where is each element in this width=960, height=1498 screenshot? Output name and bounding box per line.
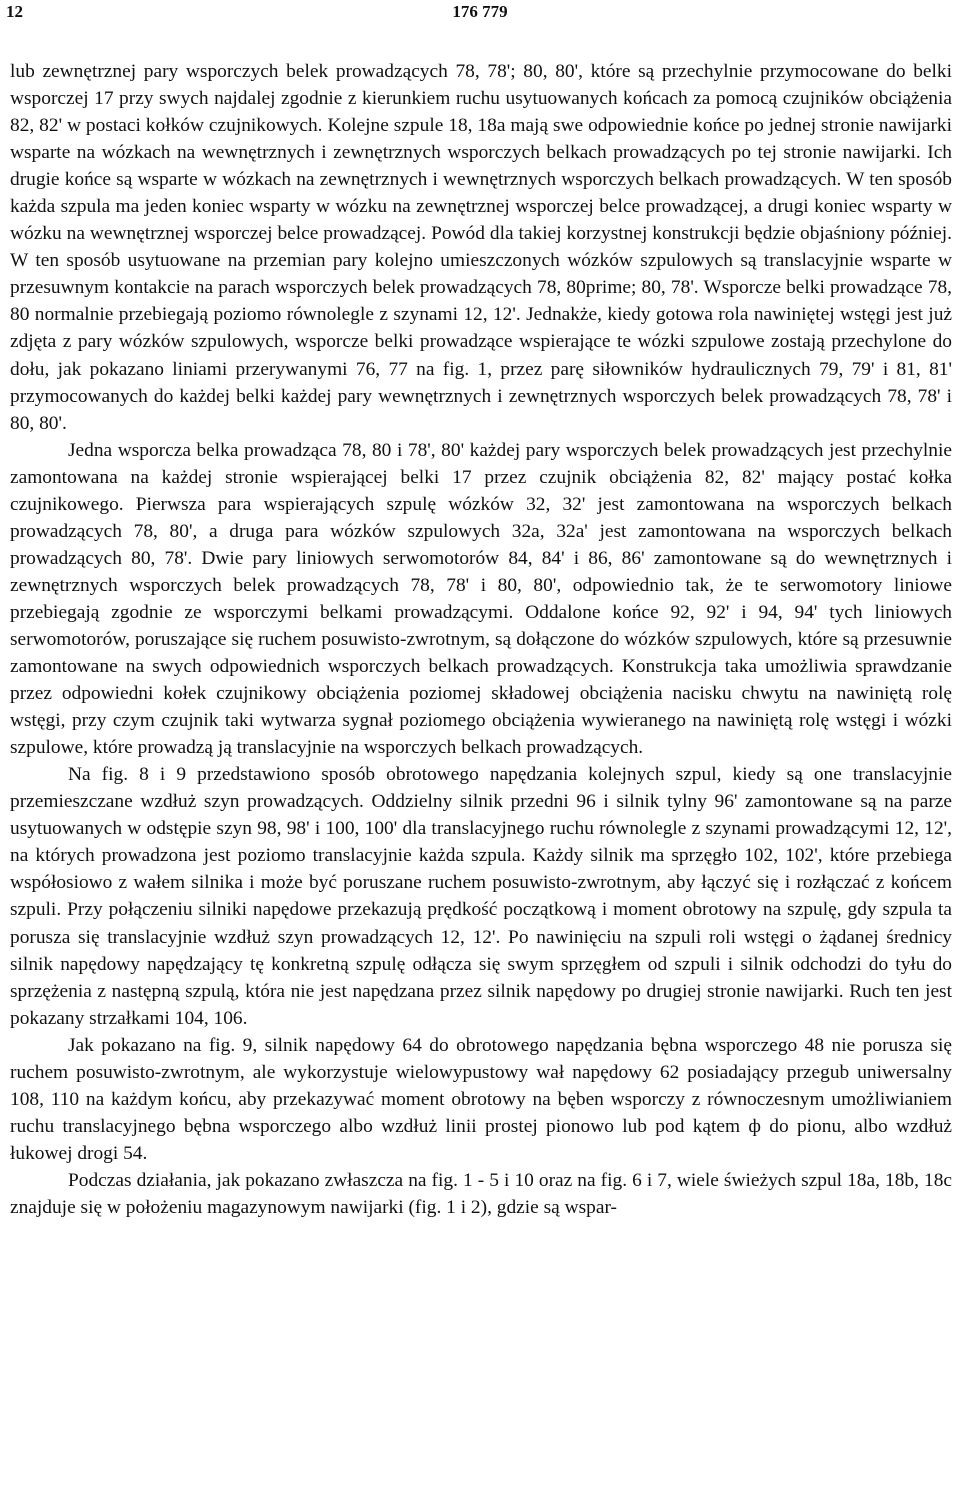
- paragraph: Na fig. 8 i 9 przedstawiono sposób obrotowego napędzania kolejnych szpul, kiedy są one translacyjnie przemieszczane wzdłuż szyn prowadzących. Oddzielny silnik przedni 96 i silnik tylny 96' zamontowane są na parze usytuowanych w odstępie szyn 98, 98' i 100, 100' dla translacyjnego ruchu równolegle z szynami prowadzącymi 12, 12', na których prowadzona jest poziomo translacyjnie każda szpula. Każdy silnik ma sprzęgło 102, 102', które przebiega współosiowo z wałem silnika i może być poruszane ruchem posuwisto-zwrotnym, aby łączyć się i rozłączać z końcem szpuli. Przy połączeniu silniki napędowe przekazują prędkość początkową i moment obrotowy na szpulę, gdy szpula ta porusza się translacyjnie wzdłuż szyn prowadzących 12, 12'. Po nawinięciu na szpuli roli wstęgi o żądanej średnicy silnik napędowy napędzający tę konkretną szpulę odłącza się swym sprzęgłem od szpuli i silnik odchodzi do tyłu do sprzężenia z następną szpulą, która nie jest napędzana przez silnik napędowy po drugiej stronie nawijarki. Ruch ten jest pokazany strzałkami 104, 106.: [10, 764, 952, 1029]
- paragraph: Jak pokazano na fig. 9, silnik napędowy 64 do obrotowego napędzania bębna wsporczego 48 nie porusza się ruchem posuwisto-zwrotnym, ale wykorzystuje wielowypustowy wał napędowy 62 posiadający przegub uniwersalny 108, 110 na każdym końcu, aby przekazywać moment obrotowy na bęben wsporczy z równoczesnym umożliwianiem ruchu translacyjnego bębna wsporczego albo wzdłuż linii prostej pionowo lub pod kątem ф do pionu, albo wzdłuż łukowej drogi 54.: [10, 1034, 952, 1164]
- page-number: 12: [6, 2, 23, 21]
- body-text: [10, 58, 952, 1221]
- paragraph: Jedna wsporcza belka prowadząca 78, 80 i 78', 80' każdej pary wsporczych belek prowadzących jest przechylnie zamontowana na każdej stronie wspierającej belki 17 przez czujnik obciążenia 82, 82' mający postać kołka czujnikowego. Pierwsza para wspierających szpulę wózków 32, 32' jest zamontowana na wsporczych belkach prowadzących 78, 80', a druga para wózków szpulowych 32a, 32a' jest zamontowana na wsporczych belkach prowadzących 80, 78'. Dwie pary liniowych serwomotorów 84, 84' i 86, 86' zamontowane są do wewnętrznych i zewnętrznych wsporczych belek prowadzących 78, 78' i 80, 80', odpowiednio tak, że te serwomotory liniowe przebiegają zgodnie ze wsporczymi belkami prowadzącymi. Oddalone końce 92, 92' i 94, 94' tych liniowych serwomotorów, poruszające się ruchem posuwisto-zwrotnym, są dołączone do wózków szpulowych, które są przesuwnie zamontowane na swych odpowiednich wsporczych belkach prowadzących. Konstrukcja taka umożliwia sprawdzanie przez odpowiedni kołek czujnikowy obciążenia poziomej składowej obciążenia nacisku chwytu na nawiniętą rolę wstęgi, przy czym czujnik taki wytwarza sygnał poziomego obciążenia wywieranego na nawiniętą rolę wstęgi i wózki szpulowe, które prowadzą ją translacyjnie na wsporczych belkach prowadzących.: [10, 439, 952, 759]
- paragraph: Podczas działania, jak pokazano zwłaszcza na fig. 1 - 5 i 10 oraz na fig. 6 i 7, wiele świeżych szpul 18a, 18b, 18c znajduje się w położeniu magazynowym nawijarki (fig. 1 i 2), gdzie są wspar-: [10, 1169, 952, 1218]
- patent-number: 176 779: [452, 2, 508, 21]
- page-header: [6, 2, 954, 24]
- paragraph: lub zewnętrznej pary wsporczych belek prowadzących 78, 78'; 80, 80', które są przechylnie przymocowane do belki wsporczej 17 przy swych najdalej zgodnie z kierunkiem ruchu usytuowanych końcach za pomocą czujników obciążenia 82, 82' w postaci kołków czujnikowych. Kolejne szpule 18, 18a mają swe odpowiednie końce po jednej stronie nawijarki wsparte na wózkach na wewnętrznych i zewnętrznych wsporczych belkach prowadzących po tej stronie nawijarki. Ich drugie końce są wsparte w wózkach na zewnętrznych i wewnętrznych wsporczych belkach prowadzących. W ten sposób każda szpula ma jeden koniec wsparty w wózku na zewnętrznej wsporczej belce prowadzącej, a drugi koniec wsparty w wózku na wewnętrznej wsporczej belce prowadzącej. Powód dla takiej korzystnej konstrukcji będzie objaśniony później. W ten sposób usytuowane na przemian pary kolejno umieszczonych wózków szpulowych są translacyjnie wsparte w przesuwnym kontakcie na parach wsporczych belek prowadzących 78, 80prime; 80, 78'. Wsporcze belki prowadzące 78, 80 normalnie przebiegają poziomo równolegle z szynami 12, 12'. Jednakże, kiedy gotowa rola nawiniętej wstęgi jest już zdjęta z pary wózków szpulowych, wsporcze belki prowadzące wspierające te wózki szpulowe zostają przechylone do dołu, jak pokazano liniami przerywanymi 76, 77 na fig. 1, przez parę siłowników hydraulicznych 79, 79' i 81, 81' przymocowanych do każdej belki każdej pary wewnętrznych i zewnętrznych wsporczych belek prowadzących 78, 78' i 80, 80'.: [10, 61, 952, 434]
